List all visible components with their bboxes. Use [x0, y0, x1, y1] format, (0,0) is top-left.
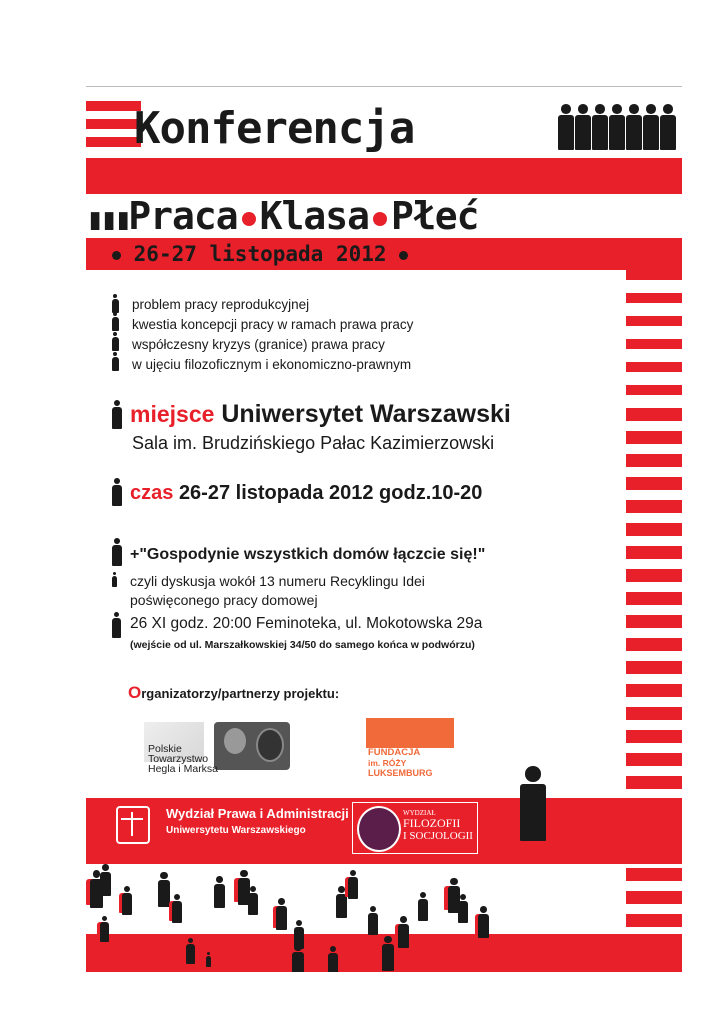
topic-3: współczesny kryzys (granice) prawa pracy [132, 337, 385, 352]
time-value: 26-27 listopada 2012 godz.10-20 [178, 482, 483, 504]
rosa-luxemburg-logo [366, 718, 458, 778]
law-faculty-line-2: Uniwersytetu Warszawskiego [166, 825, 306, 836]
person-figure-icon [100, 864, 111, 897]
deco-stripe [626, 615, 682, 628]
deco-stripe [626, 385, 682, 395]
title-band [86, 158, 682, 194]
topic-1: problem pracy reprodukcyjnej [132, 297, 310, 312]
venue-detail: Sala im. Brudzińskiego Pałac Kazimierzowski [132, 433, 495, 453]
person-figure-icon [660, 104, 676, 152]
time-line [130, 480, 482, 506]
person-figure-icon [122, 886, 132, 916]
hegel-logo-line-1: Polskie [148, 743, 182, 755]
philosophy-logo-line-1: WYDZIAŁ [403, 809, 436, 817]
person-figure-icon [643, 104, 659, 152]
deco-stripe [626, 316, 682, 326]
deco-stripe [626, 592, 682, 605]
poster [86, 86, 682, 972]
subtitle-klasa: Klasa [259, 194, 369, 238]
event-when-where: 26 XI godz. 20:00 Feminoteka, ul. Mokotowska 29a [130, 615, 483, 632]
deco-stripe [86, 101, 141, 111]
deco-stripe [626, 684, 682, 697]
deco-stripe [626, 454, 682, 467]
person-figure-icon [458, 894, 468, 924]
person-figure-icon [478, 906, 489, 939]
small-figures-icon: ▮▮▮ [86, 202, 129, 237]
person-figure-icon [186, 938, 195, 965]
deco-stripe [626, 753, 682, 766]
deco-stripe [626, 408, 682, 421]
person-figure-icon [575, 104, 591, 152]
portrait-face-icon [256, 728, 284, 762]
philosophy-logo-line-2: FILOZOFII [403, 816, 461, 830]
date-banner-text: 26-27 listopada 2012 [133, 242, 387, 266]
person-figure-icon [112, 332, 119, 352]
conference-subtitle [86, 191, 478, 245]
person-figure-icon [112, 400, 122, 430]
deco-stripe [626, 431, 682, 444]
deco-stripe [86, 119, 141, 129]
deco-stripe [626, 776, 682, 789]
organizers-rest: rganizatorzy/partnerzy projektu: [141, 686, 340, 701]
person-figure-icon [592, 104, 608, 152]
deco-stripe [626, 707, 682, 720]
person-figure-icon [418, 892, 428, 922]
person-figure-icon [292, 944, 304, 972]
deco-stripe [626, 362, 682, 372]
rosa-logo-block [366, 718, 454, 748]
venue-label: miejsce [130, 401, 215, 427]
topic-2: kwestia koncepcji pracy w ramach prawa pracy [132, 317, 414, 332]
person-figure-icon [276, 898, 287, 931]
venue-line [130, 398, 511, 430]
eagle-emblem-icon [357, 806, 401, 852]
person-figure-icon [172, 894, 182, 924]
dot-icon [112, 251, 121, 260]
event-line-1: czyli dyskusja wokół 13 numeru Recyklingu Idei [130, 573, 425, 589]
philosophy-logo-line-3: I SOCJOLOGII [403, 830, 473, 842]
deco-stripe [86, 137, 141, 147]
deco-stripe [626, 891, 682, 904]
person-figure-icon [609, 104, 625, 152]
dot-icon [399, 251, 408, 260]
deco-stripe [626, 339, 682, 349]
deco-stripe [626, 730, 682, 743]
deco-stripe [626, 477, 682, 490]
time-label: czas [130, 482, 174, 504]
person-figure-icon [214, 876, 225, 909]
event-directions: (wejście od ul. Marszałkowskiej 34/50 do samego końca w podwórzu) [130, 639, 475, 651]
deco-stripe [626, 293, 682, 303]
deco-stripe [626, 661, 682, 674]
hegel-marx-logo [144, 722, 290, 774]
date-banner [112, 240, 408, 268]
person-figure-icon [206, 952, 211, 967]
person-figure-icon [368, 906, 378, 936]
subtitle-plec: Płeć [390, 194, 479, 238]
person-figure-icon [520, 766, 546, 844]
person-figure-icon [248, 886, 258, 916]
portrait-face-icon [224, 728, 246, 754]
person-figure-icon [112, 312, 119, 332]
law-faculty-line-1: Wydział Prawa i Administracji [166, 806, 349, 821]
deco-stripe [626, 523, 682, 536]
scales-icon [116, 806, 150, 844]
person-figure-icon [112, 294, 119, 314]
person-figure-icon [348, 870, 358, 900]
person-figure-icon [100, 916, 109, 943]
dot-icon [242, 212, 256, 226]
hegel-logo-line-3: Hegla i Marksa [148, 763, 219, 775]
organizers-initial: O [128, 683, 142, 702]
subtitle-praca: Praca [128, 194, 238, 238]
person-figure-icon [558, 104, 574, 152]
rosa-logo-line-1: FUNDACJA [368, 747, 421, 758]
organizers-heading [128, 684, 339, 703]
rosa-logo-line-2: im. RÓŻY [368, 758, 407, 768]
rosa-logo-line-3: LUKSEMBURG [368, 768, 433, 778]
deco-stripe [626, 868, 682, 881]
person-figure-icon [112, 538, 122, 567]
person-figure-icon [112, 352, 119, 372]
hegel-logo-line-2: Towarzystwo [148, 753, 209, 765]
dot-icon [373, 212, 387, 226]
person-figure-icon [626, 104, 642, 152]
deco-stripe [626, 500, 682, 513]
philosophy-faculty-logo [352, 802, 478, 854]
person-figure-icon [112, 572, 117, 587]
venue-name: Uniwersytet Warszawski [221, 400, 511, 428]
person-figure-icon [398, 916, 409, 949]
person-figure-icon [382, 936, 394, 972]
person-figure-icon [328, 946, 338, 972]
deco-stripe [626, 914, 682, 927]
event-title: +"Gospodynie wszystkich domów łączcie się!" [130, 546, 486, 563]
person-figure-icon [112, 478, 122, 507]
event-line-2: poświęconego pracy domowej [130, 592, 318, 608]
topic-4: w ujęciu filozoficznym i ekonomiczno-prawnym [132, 357, 412, 372]
deco-stripe [626, 569, 682, 582]
deco-stripe [626, 270, 682, 280]
deco-stripe [626, 638, 682, 651]
conference-title: Konferencja [134, 103, 415, 154]
deco-stripe [626, 546, 682, 559]
person-figure-icon [112, 612, 121, 639]
